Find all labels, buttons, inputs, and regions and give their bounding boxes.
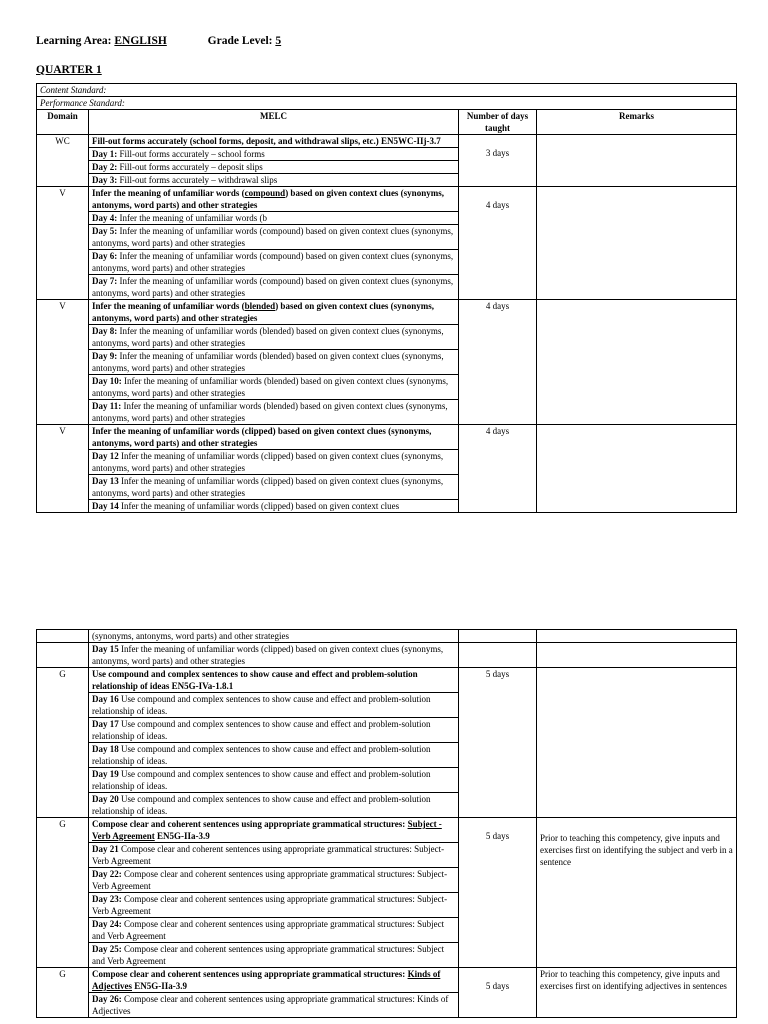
competency-cell: Compose clear and coherent sentences using appropriate grammatical structures: Kinds of Adjectives EN5G-IIa-3.9 [89,968,459,993]
day-cell: Day 13 Infer the meaning of unfamiliar words (clipped) based on given context clues (synonyms, antonyms, word parts) and other strategies [89,475,459,500]
remarks-cell: Prior to teaching this competency, give inputs and exercises first on identifying adjectives in sentences [537,968,737,1018]
learning-area-value: ENGLISH [114,35,167,47]
day-cell: Day 3: Fill-out forms accurately – withdrawal slips [89,174,459,187]
days-cell: 4 days [459,187,537,300]
day-cell: Day 7: Infer the meaning of unfamiliar words (compound) based on given context clues (synonyms, antonyms, word parts) and other strategies [89,275,459,300]
remarks-cell [537,187,737,300]
domain-cell: WC [37,135,89,187]
day-cell: Day 8: Infer the meaning of unfamiliar words (blended) based on given context clues (synonyms, antonyms, word parts) and other strategies [89,325,459,350]
days-cell: 4 days [459,300,537,425]
day-cell: Day 21 Compose clear and coherent sentences using appropriate grammatical structures: Subject-Verb Agreement [89,843,459,868]
days-cell [459,643,537,668]
day-cell: Day 20 Use compound and complex sentences to show cause and effect and problem-solution relationship of ideas. [89,793,459,818]
domain-cell: G [37,968,89,1018]
grade-level-value: 5 [275,35,282,47]
day-cell: Day 9: Infer the meaning of unfamiliar words (blended) based on given context clues (synonyms, antonyms, word parts) and other strategies [89,350,459,375]
day-cell: Day 14 Infer the meaning of unfamiliar words (clipped) based on given context clues [89,500,459,513]
domain-cell [37,643,89,668]
day-cell: Day 17 Use compound and complex sentences to show cause and effect and problem-solution relationship of ideas. [89,718,459,743]
table-row [37,643,737,668]
day-cell: Day 1: Fill-out forms accurately – school forms [89,148,459,161]
days-cell: 5 days [459,818,537,968]
competency-cell: Infer the meaning of unfamiliar words (blended) based on given context clues (synonyms, antonyms, word parts) and other strategies [89,300,459,325]
remarks-cell [537,425,737,513]
grade-level-label: Grade Level: [207,35,273,47]
remarks-cell [537,630,737,643]
day-cell: Day 6: Infer the meaning of unfamiliar words (compound) based on given context clues (synonyms, antonyms, word parts) and other strategies [89,250,459,275]
table-row [37,630,737,643]
day-cell: Day 2: Fill-out forms accurately – deposit slips [89,161,459,174]
domain-cell: V [37,300,89,425]
day-cell: Day 26: Compose clear and coherent sentences using appropriate grammatical structures: Kinds of Adjectives [89,993,459,1018]
day-cell: Day 16 Use compound and complex sentences to show cause and effect and problem-solution relationship of ideas. [89,693,459,718]
content-standard: Content Standard: [37,84,737,97]
quarter-heading: QUARTER 1 [36,64,102,76]
remarks-cell [537,135,737,187]
day-cell: Day 24: Compose clear and coherent sentences using appropriate grammatical structures: Subject and Verb Agreement [89,918,459,943]
day-cell: Day 19 Use compound and complex sentences to show cause and effect and problem-solution relationship of ideas. [89,768,459,793]
day-cell: Day 4: Infer the meaning of unfamiliar words (b [89,212,459,225]
melc-table-2 [36,629,737,1018]
day-cell: (synonyms, antonyms, word parts) and other strategies [89,630,459,643]
day-cell: Day 25: Compose clear and coherent sentences using appropriate grammatical structures: Subject and Verb Agreement [89,943,459,968]
header-remarks: Remarks [537,110,737,135]
days-cell: 4 days [459,425,537,513]
performance-standard: Performance Standard: [37,97,737,110]
table-row [37,135,737,148]
header-melc: MELC [89,110,459,135]
remarks-cell: Prior to teaching this competency, give inputs and exercises first on identifying the subject and verb in a sentence [537,818,737,968]
day-cell: Day 15 Infer the meaning of unfamiliar words (clipped) based on given context clues (synonyms, antonyms, word parts) and other strategies [89,643,459,668]
table-row [37,668,737,693]
domain-cell: V [37,187,89,300]
competency-cell: Infer the meaning of unfamiliar words (compound) based on given context clues (synonyms, antonyms, word parts) and other strategies [89,187,459,212]
melc-table-1 [36,83,737,513]
day-cell: Day 23: Compose clear and coherent sentences using appropriate grammatical structures: Subject-Verb Agreement [89,893,459,918]
header-domain: Domain [37,110,89,135]
day-cell: Day 11: Infer the meaning of unfamiliar words (blended) based on given context clues (synonyms, antonyms, word parts) and other strategies [89,400,459,425]
competency-cell: Fill-out forms accurately (school forms, deposit, and withdrawal slips, etc.) EN5WC-IIj-3.7 [89,135,459,148]
day-cell: Day 22: Compose clear and coherent sentences using appropriate grammatical structures: Subject-Verb Agreement [89,868,459,893]
days-cell: 3 days [459,135,537,187]
day-cell: Day 5: Infer the meaning of unfamiliar words (compound) based on given context clues (synonyms, antonyms, word parts) and other strategies [89,225,459,250]
days-cell [459,630,537,643]
table-row [37,818,737,843]
domain-cell: G [37,818,89,968]
remarks-cell [537,668,737,818]
competency-cell: Compose clear and coherent sentences using appropriate grammatical structures: Subject -Verb Agreement EN5G-IIa-3.9 [89,818,459,843]
domain-cell: V [37,425,89,513]
competency-cell: Use compound and complex sentences to show cause and effect and problem-solution relationship of ideas EN5G-IVa-1.8.1 [89,668,459,693]
table-row [37,300,737,325]
day-cell: Day 18 Use compound and complex sentences to show cause and effect and problem-solution relationship of ideas. [89,743,459,768]
competency-cell: Infer the meaning of unfamiliar words (clipped) based on given context clues (synonyms, antonyms, word parts) and other strategies [89,425,459,450]
day-cell: Day 10: Infer the meaning of unfamiliar words (blended) based on given context clues (synonyms, antonyms, word parts) and other strategies [89,375,459,400]
table-row [37,968,737,993]
remarks-cell [537,643,737,668]
table-header-row [37,110,737,135]
remarks-cell [537,300,737,425]
days-cell: 5 days [459,968,537,1018]
day-cell: Day 12 Infer the meaning of unfamiliar words (clipped) based on given context clues (synonyms, antonyms, word parts) and other strategies [89,450,459,475]
header-days: Number of days taught [459,110,537,135]
learning-area-label: Learning Area: [36,35,112,47]
domain-cell: G [37,668,89,818]
domain-cell [37,630,89,643]
header-line [36,35,281,47]
table-row [37,425,737,450]
days-cell: 5 days [459,668,537,818]
table-row [37,187,737,212]
